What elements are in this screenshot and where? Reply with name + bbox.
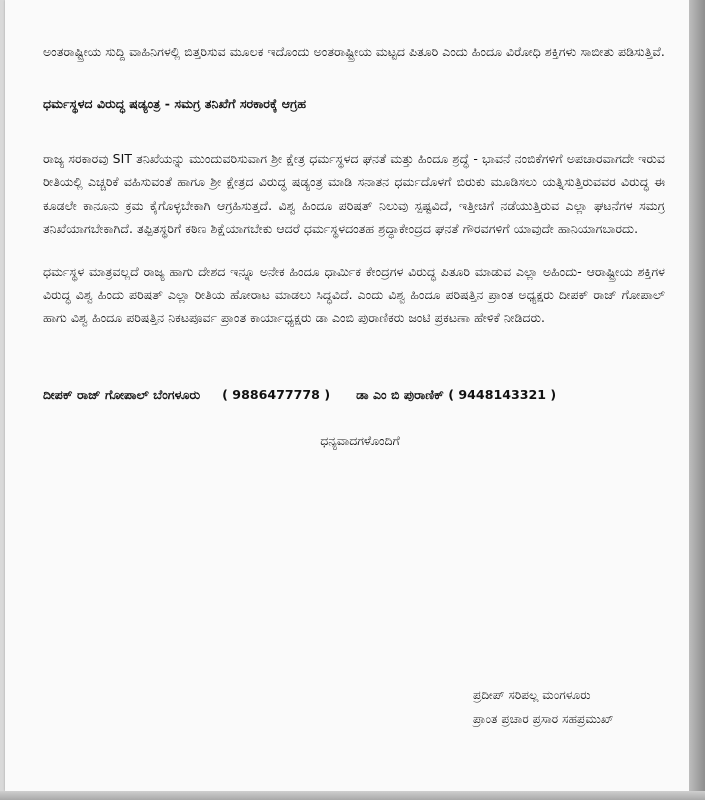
signatory-name: ಪ್ರದೀಪ್ ಸರಿಪಲ್ಲ ಮಂಗಳೂರು (473, 688, 591, 702)
document-body (43, 28, 665, 452)
document-page (5, 0, 689, 791)
closing-thanks: ಧನ್ಯವಾದಗಳೊಂದಿಗೆ (320, 432, 400, 448)
signatory-title: ಪ್ರಾಂತ ಪ್ರಚಾರ ಪ್ರಸಾರ ಸಹಪ್ರಮುಖ್ (473, 712, 614, 726)
paragraph-sit-investigation: ರಾಜ್ಯ ಸರಕಾರವು SIT ತನಿಖೆಯನ್ನು ಮುಂದುವರಿಸುವಾಗ ಶ್ರೀ ಕ್ಷೇತ್ರ ಧರ್ಮಸ್ಥಳದ ಘನತೆ ಮತ್ತು ಹಿಂದೂ ಶ್ರದ್ಧೆ - ಭಾವನೆ ನಂಬಿಕೆಗಳಿಗೆ ಅಪಚಾರವಾಗದೇ ಇರುವ ರೀತಿಯಲ್ಲಿ ಎಚ್ಚರಿಕೆ ವಹಿಸುವಂತೆ ಹಾಗೂ ಶ್ರೀ ಕ್ಷೇತ್ರದ ವಿರುದ್ಧ ಷಡ್ಯಂತ್ರ ಮಾಡಿ ಸನಾತನ ಧರ್ಮದೊಳಗೆ ಬಿರುಕು ಮೂಡಿಸಲು ಯತ್ನಿಸುತ್ತಿರುವವರ ವಿರುದ್ಧ ಈ ಕೂಡಲೇ ಕಾನೂನು ಕ್ರಮ ಕೈಗೊಳ್ಳಬೇಕಾಗಿ ಆಗ್ರಹಿಸುತ್ತದೆ. ವಿಶ್ವ ಹಿಂದೂ ಪರಿಷತ್ ನಿಲುವು ಸ್ಪಷ್ಟವಿದೆ, ಇತ್ತೀಚಿಗೆ ನಡೆಯುತ್ತಿರುವ ಎಲ್ಲಾ ಘಟನೆಗಳ ಸಮಗ್ರ ತನಿಖೆಯಾಗಬೇಕಾಗಿದೆ. ತಪ್ಪಿತಸ್ಥರಿಗೆ ಕಠಿಣ ಶಿಕ್ಷೆಯಾಗಬೇಕು ಆದರೆ ಧರ್ಮಸ್ಥಳದಂತಹ ಶ್ರದ್ಧಾಕೇಂದ್ರದ ಘನತೆ ಗೌರವಗಳಿಗೆ ಯಾವುದೇ ಹಾನಿಯಾಗಬಾರದು. (43, 151, 665, 236)
contact-1-phone: ( 9886477778 ) (222, 386, 331, 402)
intro-paragraph: ಅಂತರಾಷ್ಟ್ರೀಯ ಸುದ್ದಿ ವಾಹಿನಿಗಳಲ್ಲಿ ಬಿತ್ತರಿಸುವ ಮೂಲಕ ಇದೊಂದು ಅಂತರಾಷ್ಟ್ರೀಯ ಮಟ್ಟದ ಪಿತೂರಿ ಎಂದು ಹಿಂದೂ ವಿರೋಧಿ ಶಕ್ತಿಗಳು ಸಾಬೀತು ಪಡಿಸುತ್ತಿವೆ. (43, 44, 665, 59)
contact-1-name: ದೀಪಕ್ ರಾಜ್ ಗೋಪಾಲ್ ಬೆಂಗಳೂರು (43, 386, 201, 402)
section-heading: ಧರ್ಮಸ್ಥಳದ ವಿರುದ್ಧ ಷಡ್ಯಂತ್ರ - ಸಮಗ್ರ ತನಿಖೆಗೆ ಸರಕಾರಕ್ಕೆ ಆಗ್ರಹ (43, 96, 307, 112)
page-edge-shadow (689, 0, 705, 800)
page-bottom-edge (0, 791, 705, 800)
paragraph-vhp-statement: ಧರ್ಮಸ್ಥಳ ಮಾತ್ರವಲ್ಲದೆ ರಾಜ್ಯ ಹಾಗು ದೇಶದ ಇನ್ನೂ ಅನೇಕ ಹಿಂದೂ ಧಾರ್ಮಿಕ ಕೇಂದ್ರಗಳ ವಿರುದ್ಧ ಪಿತೂರಿ ಮಾಡುವ ಎಲ್ಲಾ ಅಹಿಂದು- ಆರಾಷ್ಟ್ರೀಯ ಶಕ್ತಿಗಳ ವಿರುದ್ಧ ವಿಶ್ವ ಹಿಂದು ಪರಿಷತ್ ಎಲ್ಲಾ ರೀತಿಯ ಹೋರಾಟ ಮಾಡಲು ಸಿದ್ಧವಿದೆ. ಎಂದು ವಿಶ್ವ ಹಿಂದೂ ಪರಿಷತ್ತಿನ ಪ್ರಾಂತ ಅಧ್ಯಕ್ಷರು ದೀಪಕ್ ರಾಜ್ ಗೋಪಾಲ್ ಹಾಗು ವಿಶ್ವ ಹಿಂದೂ ಪರಿಷತ್ತಿನ ನಿಕಟಪೂರ್ವ ಪ್ರಾಂತ ಕಾರ್ಯಾಧ್ಯಕ್ಷರು ಡಾ ಎಂಬಿ ಪುರಾಣಿಕರು ಜಂಟಿ ಪ್ರಕಟಣಾ ಹೇಳಿಕೆ ನೀಡಿದರು. (43, 264, 665, 326)
signature-block (473, 683, 614, 731)
contact-2-name: ಡಾ ಎಂ ಬಿ ಪುರಾಣಿಕ್ (356, 386, 444, 402)
contact-2-phone: ( 9448143321 ) (448, 386, 557, 402)
contacts-line (43, 384, 665, 406)
